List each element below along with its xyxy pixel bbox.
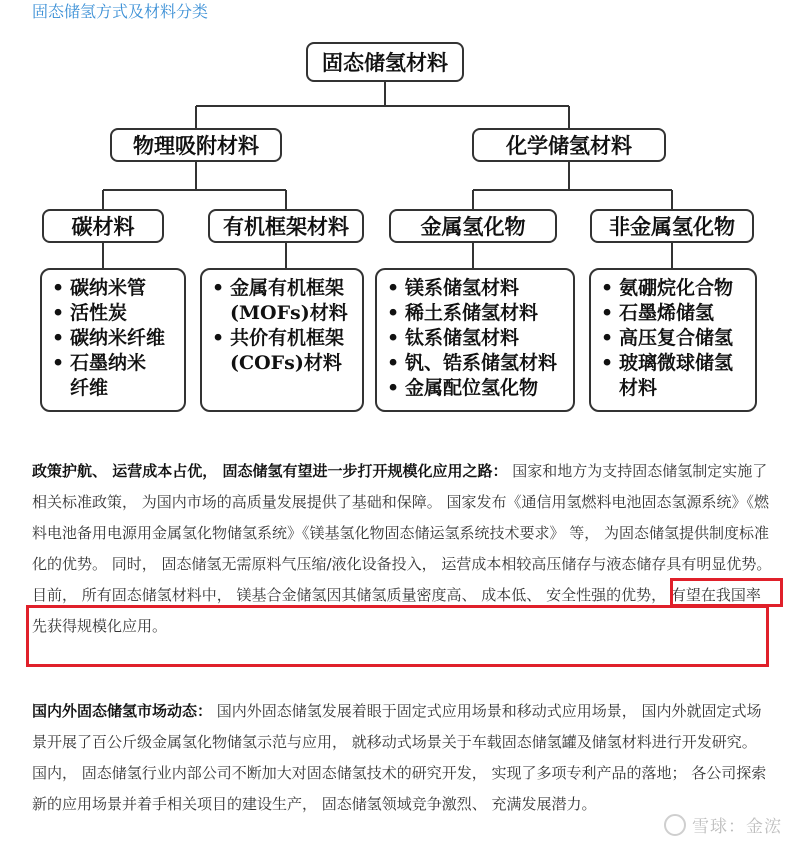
list-item: • 共价有机框架 <box>212 327 345 349</box>
paragraph-policy-body: 国家和地方为支持固态储氢制定实施了相关标准政策， 为国内市场的高质量发展提供了基础和保障。 国家发布《通信用氢燃料电池固态氢源系统》《燃料电池备用电源用金属氢化物储氢系统》《镁基氢化物固态储运氢系统技术要求》 等， 为固态储氢提供制度标准化的优势。 同时， 固态储氢无需原料气压缩/液化设备投入， 运营成本相较高压储存与液态储存具有明显优势。 目前， 所有固态储氢材料中， 镁基合金储氢因其储氢质量密度高、 成本低、 安全性强的优势， 有望在我国率先获得规模化应用。 <box>32 462 772 635</box>
list-carbon <box>40 268 186 412</box>
branch-physical: 物理吸附材料 <box>110 128 282 162</box>
list-item: • 高压复合储氢 <box>601 327 734 349</box>
paragraph-policy-title: 政策护航、 运营成本占优， 固态储氢有望进一步打开规模化应用之路： <box>32 462 508 480</box>
list-item: • 氨硼烷化合物 <box>601 277 734 299</box>
page-heading: 固态储氢方式及材料分类 <box>32 2 209 21</box>
list-organic-framework <box>200 268 364 412</box>
list-item: • 金属有机框架 <box>212 277 345 299</box>
list-item-continuation: 纤维 <box>70 377 109 399</box>
list-item: • 碳纳米管 <box>52 277 147 299</box>
list-item: • 石墨纳米 <box>52 352 147 374</box>
root-node: 固态储氢材料 <box>306 42 464 82</box>
paragraph-market-body: 国内外固态储氢发展着眼于固定式应用场景和移动式应用场景， 国内外就固定式场景开展了百公斤级金属氢化物储氢示范与应用， 就移动式场景关于车载固态储氢罐及储氢材料进行开发研究。 国内， 固态储氢行业内部公司不断加大对固态储氢技术的研究开发， 实现了多项专利产品的落地； 各公司探索新的应用场景并着手相关项目的建设生产， 固态储氢领域竞争激烈、 充满发展潜力。 <box>32 702 767 813</box>
paragraph-market-title: 国内外固态储氢市场动态： <box>32 702 213 720</box>
list-item: • 钛系储氢材料 <box>387 327 520 349</box>
list-item: • 石墨烯储氢 <box>601 302 715 324</box>
snowball-icon <box>664 814 686 836</box>
list-nonmetal-hydride <box>589 268 757 412</box>
highlight-box-main <box>26 605 769 667</box>
list-item: • 钒、锆系储氢材料 <box>387 352 558 374</box>
list-item: • 稀土系储氢材料 <box>387 302 539 324</box>
category-organic-framework: 有机框架材料 <box>208 209 364 243</box>
paragraph-market <box>32 696 772 820</box>
list-item: • 玻璃微球储氢 <box>601 352 734 374</box>
category-nonmetal-hydride: 非金属氢化物 <box>590 209 754 243</box>
category-carbon: 碳材料 <box>42 209 164 243</box>
list-item-continuation: (MOFs)材料 <box>230 302 348 324</box>
watermark: 雪球：金浤 <box>664 812 782 837</box>
list-metal-hydride <box>375 268 575 412</box>
list-item: • 活性炭 <box>52 302 128 324</box>
list-item: • 金属配位氢化物 <box>387 377 539 399</box>
branch-chemical: 化学储氢材料 <box>472 128 666 162</box>
highlight-box-top <box>670 578 783 607</box>
list-item-continuation: (COFs)材料 <box>230 352 342 374</box>
category-metal-hydride: 金属氢化物 <box>389 209 557 243</box>
list-item-continuation: 材料 <box>619 377 658 399</box>
list-item: • 镁系储氢材料 <box>387 277 520 299</box>
list-item: • 碳纳米纤维 <box>52 327 166 349</box>
